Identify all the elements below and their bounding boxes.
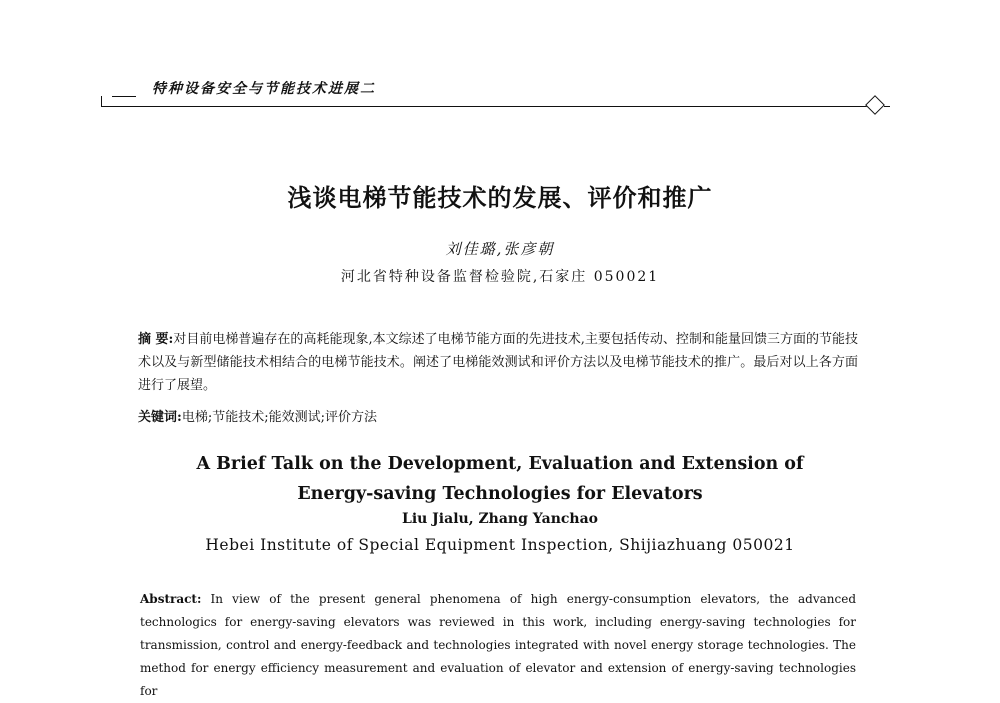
english-abstract-text: In view of the present general phenomena of high energy-consumption elevators, the advanced technologics for energy-saving elevators was reviewed in this work, including energy-saving technologies for transmission, control and energy-feedback and technologies integrated with novel energy storage technologies. The method for energy efficiency measurement and evaluation of elevator and extension of energy-saving technologies for — [140, 592, 856, 698]
chinese-abstract-label: 摘 要: — [138, 332, 174, 347]
english-affiliation: Hebei Institute of Special Equipment Inspection, Shijiazhuang 050021 — [205, 536, 795, 554]
running-head: 特种设备安全与节能技术进展二 — [152, 81, 376, 97]
chinese-abstract-text: 对目前电梯普遍存在的高耗能现象,本文综述了电梯节能方面的先进技术,主要包括传动、控制和能量回馈三方面的节能技术以及与新型储能技术相结合的电梯节能技术。阐述了电梯能效测试和评价方法以及电梯节能技术的推广。最后对以上各方面进行了展望。 — [138, 332, 859, 393]
chinese-title: 浅谈电梯节能技术的发展、评价和推广 — [287, 183, 713, 212]
chinese-abstract — [138, 328, 858, 397]
diamond-ornament-icon — [865, 95, 885, 115]
english-title-line-1: A Brief Talk on the Development, Evaluation and Extension of — [196, 454, 804, 474]
chinese-authors: 刘佳璐,张彦朝 — [445, 240, 555, 258]
chinese-keywords-label: 关键词: — [138, 410, 182, 425]
english-abstract-label: Abstract: — [140, 592, 202, 606]
chinese-keywords — [138, 406, 858, 429]
chinese-affiliation: 河北省特种设备监督检验院,石家庄 050021 — [340, 269, 660, 285]
english-abstract — [140, 588, 856, 703]
english-authors: Liu Jialu, Zhang Yanchao — [401, 511, 599, 527]
english-title-line-2: Energy-saving Technologies for Elevators — [297, 484, 703, 504]
chinese-keywords-text: 电梯;节能技术;能效测试;评价方法 — [181, 410, 377, 425]
english-title — [0, 449, 1000, 509]
